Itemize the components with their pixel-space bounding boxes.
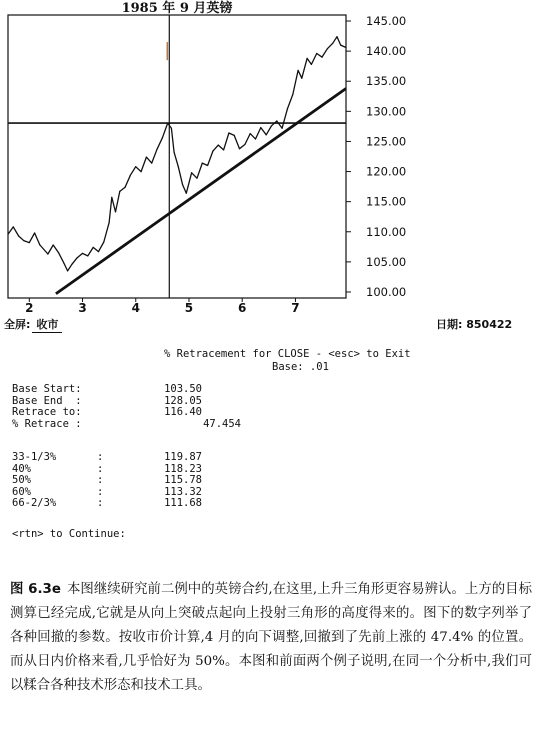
price-point	[345, 47, 346, 48]
x-tick-label: 5	[184, 301, 194, 315]
price-point	[119, 191, 120, 192]
continue-prompt[interactable]: <rtn> to Continue:	[12, 528, 126, 540]
price-point	[98, 251, 99, 252]
price-point	[39, 244, 40, 245]
level-label: 33-1/3%	[12, 451, 57, 463]
retracement-summary-table	[12, 384, 241, 430]
price-point	[234, 135, 235, 136]
price-point	[266, 134, 267, 135]
level-label: 40%	[12, 462, 31, 475]
price-point	[276, 120, 277, 121]
price-point	[156, 149, 157, 150]
plot-frame	[8, 15, 346, 298]
level-row	[12, 452, 202, 464]
y-tick-label: 130.00	[366, 104, 407, 119]
retracement-header	[164, 348, 411, 374]
price-point	[63, 263, 64, 264]
level-row	[12, 475, 202, 487]
price-point	[282, 128, 283, 129]
y-tick-label: 115.00	[366, 194, 407, 209]
price-point	[146, 157, 147, 158]
price-point	[186, 193, 187, 194]
x-tick-label: 2	[25, 301, 34, 315]
x-tick-label: 4	[131, 301, 140, 315]
summary-row	[12, 384, 241, 396]
price-point	[191, 172, 192, 173]
price-point	[162, 137, 163, 138]
price-point	[71, 264, 72, 265]
level-sep: :	[97, 462, 104, 475]
price-point	[178, 166, 179, 167]
x-tick-label: 3	[78, 301, 87, 315]
level-sep: :	[97, 485, 104, 498]
price-point	[58, 252, 59, 253]
summary-value	[142, 419, 202, 431]
level-label: 66-2/3%	[12, 497, 57, 509]
summary-label: Retrace to:	[12, 406, 82, 418]
chart-title: 1985 年 9 月英镑	[121, 1, 233, 16]
level-sep: :	[97, 451, 104, 463]
price-point	[239, 148, 240, 149]
price-point	[151, 163, 152, 164]
summary-sep	[97, 396, 142, 408]
level-label: 60%	[12, 485, 31, 498]
summary-row	[12, 407, 241, 419]
summary-sep	[97, 407, 142, 419]
y-tick-label: 145.00	[366, 14, 407, 29]
summary-value: 128.05	[164, 394, 202, 407]
date-label: 日期:	[436, 318, 463, 331]
y-tick-label: 140.00	[366, 44, 407, 59]
price-point	[250, 133, 251, 134]
price-point	[298, 70, 299, 71]
price-point	[340, 45, 341, 46]
price-point	[207, 165, 208, 166]
price-line	[8, 37, 346, 271]
y-tick-label: 135.00	[366, 74, 407, 89]
summary-label: Base Start:	[12, 383, 82, 395]
summary-value: 116.40	[164, 406, 202, 418]
price-point	[115, 211, 116, 212]
fullscreen-label: 全屏:	[4, 318, 31, 331]
price-point	[87, 255, 88, 256]
x-tick-label: 6	[238, 301, 247, 315]
y-tick-label: 100.00	[366, 284, 407, 299]
summary-sep	[97, 419, 142, 431]
y-tick-label: 105.00	[366, 254, 407, 269]
fullscreen-field[interactable]: 收市	[32, 316, 62, 333]
level-value: 115.78	[164, 474, 202, 486]
price-point	[228, 132, 229, 133]
price-point	[218, 145, 219, 146]
price-point	[13, 226, 14, 227]
x-tick-label: 7	[291, 301, 300, 315]
price-point	[82, 253, 83, 254]
summary-percent	[202, 396, 241, 408]
price-point	[307, 58, 308, 59]
price-point	[171, 128, 172, 129]
level-sep: :	[97, 497, 104, 509]
level-label: 50%	[12, 474, 31, 486]
price-point	[260, 127, 261, 128]
price-point	[336, 36, 337, 37]
status-bar-right	[436, 316, 512, 332]
caption-text: 本图继续研究前二例中的英镑合约,在这里,上升三角形更容易辨认。上方的目标测算已经完成,它就是从向上突破点起向上投射三角形的高度得来的。图下的数字列举了各种回撤的参数。按收市价计算,4 月的向下调整,回撤到了先前上涨的 47.4% 的位置。而从日内价格来看,几乎恰好为 50%。本图和前面两个例子说明,在同一个分析中,我们可以糅合各种技术形态和技术工具。	[10, 582, 533, 693]
price-point	[311, 64, 312, 65]
price-point	[174, 152, 175, 153]
figure-caption	[10, 578, 532, 698]
summary-percent: 47.454	[203, 417, 241, 430]
price-point	[103, 241, 104, 242]
price-point	[244, 144, 245, 145]
price-point	[287, 108, 288, 109]
retracement-levels-table	[12, 452, 202, 510]
level-value: 111.68	[164, 497, 202, 509]
price-point	[292, 94, 293, 95]
level-sep: :	[97, 474, 104, 486]
price-point	[111, 197, 112, 198]
price-point	[167, 123, 168, 124]
chart-area	[0, 0, 539, 340]
price-point	[67, 270, 68, 271]
summary-value: 103.50	[164, 383, 202, 395]
price-point	[316, 53, 317, 54]
price-point	[93, 247, 94, 248]
summary-percent	[202, 384, 241, 396]
retracement-base: Base: .01	[272, 361, 329, 373]
price-point	[77, 257, 78, 258]
price-point	[255, 138, 256, 139]
status-bar-left	[4, 316, 62, 333]
price-point	[141, 171, 142, 172]
price-point	[18, 235, 19, 236]
price-point	[196, 178, 197, 179]
price-point	[223, 149, 224, 150]
price-point	[332, 43, 333, 44]
price-point	[109, 222, 110, 223]
summary-percent	[202, 407, 241, 419]
trend-line	[56, 88, 346, 293]
price-point	[327, 48, 328, 49]
retracement-title: % Retracement for CLOSE - <esc> to Exit	[164, 348, 411, 360]
price-point	[182, 184, 183, 185]
level-value: 119.87	[164, 451, 202, 463]
y-tick-label: 120.00	[366, 164, 407, 179]
price-point	[301, 78, 302, 79]
level-value: 118.23	[164, 462, 202, 475]
price-point	[53, 244, 54, 245]
price-point	[125, 187, 126, 188]
price-point	[23, 240, 24, 241]
summary-label: Base End :	[12, 394, 82, 407]
summary-sep	[97, 384, 142, 396]
price-point	[135, 166, 136, 167]
price-point	[212, 151, 213, 152]
level-value: 113.32	[164, 485, 202, 498]
y-tick-label: 125.00	[366, 134, 407, 149]
price-point	[321, 57, 322, 58]
price-point	[47, 253, 48, 254]
price-point	[130, 175, 131, 176]
date-value: 850422	[466, 318, 513, 331]
price-point	[29, 242, 30, 243]
figure-label: 图 6.3e	[10, 582, 61, 597]
y-tick-label: 110.00	[366, 224, 407, 239]
price-point	[34, 232, 35, 233]
price-point	[202, 163, 203, 164]
price-point	[271, 125, 272, 126]
summary-row	[12, 419, 241, 431]
summary-label: % Retrace :	[12, 417, 82, 430]
price-chart	[0, 0, 539, 340]
price-point	[7, 234, 8, 235]
level-row	[12, 498, 202, 510]
